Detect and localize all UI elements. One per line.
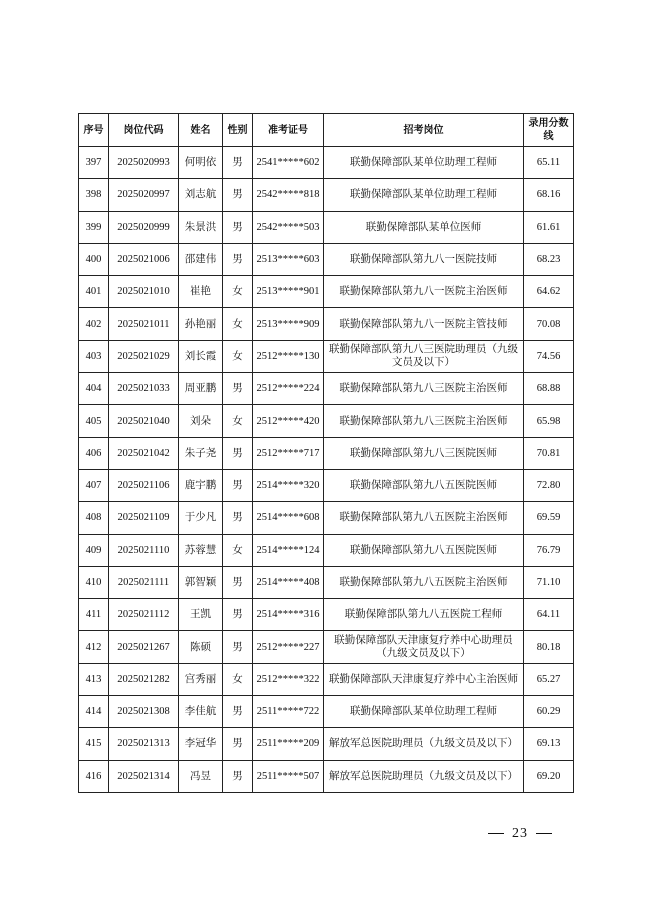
cell-position-code: 2025021011 <box>109 308 179 340</box>
cell-gender: 女 <box>223 663 253 695</box>
cell-seq: 415 <box>79 728 109 760</box>
cell-position-code: 2025021033 <box>109 373 179 405</box>
table-body <box>79 147 574 793</box>
cell-position-code: 2025021010 <box>109 276 179 308</box>
table-header-row <box>79 114 574 147</box>
cell-name: 周亚鹏 <box>179 373 223 405</box>
cell-position: 解放军总医院助理员（九级文员及以下） <box>324 728 524 760</box>
cell-ticket-number: 2512*****130 <box>253 340 324 372</box>
page-footer <box>480 826 560 842</box>
table-row <box>79 534 574 566</box>
cell-gender: 男 <box>223 437 253 469</box>
cell-name: 何明依 <box>179 147 223 179</box>
cell-score: 74.56 <box>524 340 574 372</box>
cell-score: 65.98 <box>524 405 574 437</box>
cell-score: 61.61 <box>524 211 574 243</box>
cell-position-code: 2025021111 <box>109 566 179 598</box>
cell-score: 60.29 <box>524 696 574 728</box>
cell-seq: 413 <box>79 663 109 695</box>
cell-score: 65.11 <box>524 147 574 179</box>
recruitment-table <box>78 113 574 793</box>
cell-ticket-number: 2514*****320 <box>253 469 324 501</box>
cell-position: 联勤保障部队某单位医师 <box>324 211 524 243</box>
cell-seq: 409 <box>79 534 109 566</box>
cell-ticket-number: 2513*****901 <box>253 276 324 308</box>
cell-name: 朱景洪 <box>179 211 223 243</box>
cell-score: 64.11 <box>524 599 574 631</box>
cell-name: 宫秀丽 <box>179 663 223 695</box>
cell-name: 孙艳丽 <box>179 308 223 340</box>
cell-position: 联勤保障部队某单位助理工程师 <box>324 696 524 728</box>
cell-gender: 女 <box>223 276 253 308</box>
cell-ticket-number: 2512*****224 <box>253 373 324 405</box>
table-row <box>79 696 574 728</box>
cell-position: 解放军总医院助理员（九级文员及以下） <box>324 760 524 792</box>
cell-score: 64.62 <box>524 276 574 308</box>
cell-position: 联勤保障部队天津康复疗养中心主治医师 <box>324 663 524 695</box>
cell-ticket-number: 2514*****608 <box>253 502 324 534</box>
cell-ticket-number: 2541*****602 <box>253 147 324 179</box>
header-seq: 序号 <box>79 114 109 147</box>
cell-seq: 403 <box>79 340 109 372</box>
cell-score: 71.10 <box>524 566 574 598</box>
cell-position-code: 2025021109 <box>109 502 179 534</box>
cell-name: 于少凡 <box>179 502 223 534</box>
cell-ticket-number: 2512*****717 <box>253 437 324 469</box>
cell-position-code: 2025021112 <box>109 599 179 631</box>
table-row <box>79 502 574 534</box>
cell-name: 郭智颖 <box>179 566 223 598</box>
cell-gender: 女 <box>223 308 253 340</box>
cell-ticket-number: 2542*****818 <box>253 179 324 211</box>
cell-name: 邵建伟 <box>179 243 223 275</box>
cell-seq: 404 <box>79 373 109 405</box>
cell-seq: 407 <box>79 469 109 501</box>
cell-name: 鹿宇鹏 <box>179 469 223 501</box>
cell-gender: 男 <box>223 373 253 405</box>
cell-gender: 男 <box>223 502 253 534</box>
cell-seq: 411 <box>79 599 109 631</box>
cell-ticket-number: 2514*****316 <box>253 599 324 631</box>
cell-name: 陈硕 <box>179 631 223 663</box>
cell-position-code: 2025021106 <box>109 469 179 501</box>
cell-position: 联勤保障部队第九八五医院医师 <box>324 534 524 566</box>
cell-ticket-number: 2511*****507 <box>253 760 324 792</box>
table-row <box>79 340 574 372</box>
cell-seq: 405 <box>79 405 109 437</box>
cell-position: 联勤保障部队第九八三医院主治医师 <box>324 373 524 405</box>
page-number: 23 <box>512 826 528 841</box>
cell-seq: 398 <box>79 179 109 211</box>
cell-seq: 402 <box>79 308 109 340</box>
cell-ticket-number: 2512*****420 <box>253 405 324 437</box>
table-row <box>79 599 574 631</box>
cell-gender: 男 <box>223 728 253 760</box>
cell-name: 李佳航 <box>179 696 223 728</box>
cell-ticket-number: 2511*****209 <box>253 728 324 760</box>
cell-name: 王凯 <box>179 599 223 631</box>
cell-position: 联勤保障部队天津康复疗养中心助理员（九级文员及以下） <box>324 631 524 663</box>
cell-gender: 女 <box>223 534 253 566</box>
cell-position-code: 2025020999 <box>109 211 179 243</box>
cell-gender: 女 <box>223 340 253 372</box>
cell-position: 联勤保障部队第九八五医院医师 <box>324 469 524 501</box>
cell-gender: 男 <box>223 469 253 501</box>
header-ticket: 准考证号 <box>253 114 324 147</box>
cell-position-code: 2025021314 <box>109 760 179 792</box>
table-row <box>79 373 574 405</box>
table-row <box>79 760 574 792</box>
cell-position: 联勤保障部队第九八一医院主管技师 <box>324 308 524 340</box>
cell-position-code: 2025021110 <box>109 534 179 566</box>
right-dash <box>536 833 552 834</box>
cell-position: 联勤保障部队第九八三医院主治医师 <box>324 405 524 437</box>
cell-ticket-number: 2512*****322 <box>253 663 324 695</box>
table-row <box>79 469 574 501</box>
cell-gender: 男 <box>223 566 253 598</box>
cell-ticket-number: 2542*****503 <box>253 211 324 243</box>
cell-position: 联勤保障部队第九八三医院助理员（九级文员及以下） <box>324 340 524 372</box>
cell-position-code: 2025021040 <box>109 405 179 437</box>
cell-ticket-number: 2514*****124 <box>253 534 324 566</box>
cell-score: 80.18 <box>524 631 574 663</box>
cell-seq: 416 <box>79 760 109 792</box>
header-position: 招考岗位 <box>324 114 524 147</box>
table-row <box>79 243 574 275</box>
cell-score: 69.59 <box>524 502 574 534</box>
cell-position-code: 2025021267 <box>109 631 179 663</box>
table-row <box>79 728 574 760</box>
cell-score: 70.81 <box>524 437 574 469</box>
cell-gender: 男 <box>223 243 253 275</box>
cell-gender: 男 <box>223 179 253 211</box>
cell-position-code: 2025021313 <box>109 728 179 760</box>
cell-seq: 399 <box>79 211 109 243</box>
cell-position-code: 2025021029 <box>109 340 179 372</box>
cell-ticket-number: 2513*****909 <box>253 308 324 340</box>
table-row <box>79 276 574 308</box>
cell-position-code: 2025021042 <box>109 437 179 469</box>
cell-score: 68.88 <box>524 373 574 405</box>
cell-score: 69.20 <box>524 760 574 792</box>
cell-gender: 女 <box>223 405 253 437</box>
table-row <box>79 566 574 598</box>
cell-position-code: 2025021006 <box>109 243 179 275</box>
table-row <box>79 663 574 695</box>
cell-name: 刘长霞 <box>179 340 223 372</box>
table-row <box>79 147 574 179</box>
cell-position: 联勤保障部队某单位助理工程师 <box>324 179 524 211</box>
cell-position: 联勤保障部队某单位助理工程师 <box>324 147 524 179</box>
header-score: 录用分数线 <box>524 114 574 147</box>
cell-name: 苏蓉慧 <box>179 534 223 566</box>
header-gender: 性别 <box>223 114 253 147</box>
cell-ticket-number: 2512*****227 <box>253 631 324 663</box>
table-row <box>79 437 574 469</box>
cell-position: 联勤保障部队第九八五医院主治医师 <box>324 566 524 598</box>
cell-seq: 410 <box>79 566 109 598</box>
cell-name: 刘朵 <box>179 405 223 437</box>
cell-seq: 400 <box>79 243 109 275</box>
table-row <box>79 631 574 663</box>
cell-position: 联勤保障部队第九八一医院主治医师 <box>324 276 524 308</box>
cell-gender: 男 <box>223 631 253 663</box>
cell-seq: 414 <box>79 696 109 728</box>
cell-name: 朱子尧 <box>179 437 223 469</box>
cell-position-code: 2025021308 <box>109 696 179 728</box>
table-row <box>79 179 574 211</box>
cell-score: 70.08 <box>524 308 574 340</box>
table-row <box>79 308 574 340</box>
cell-position: 联勤保障部队第九八五医院工程师 <box>324 599 524 631</box>
cell-seq: 406 <box>79 437 109 469</box>
cell-score: 76.79 <box>524 534 574 566</box>
cell-score: 72.80 <box>524 469 574 501</box>
header-code: 岗位代码 <box>109 114 179 147</box>
cell-name: 冯昱 <box>179 760 223 792</box>
cell-score: 68.16 <box>524 179 574 211</box>
cell-ticket-number: 2513*****603 <box>253 243 324 275</box>
cell-position: 联勤保障部队第九八一医院技师 <box>324 243 524 275</box>
cell-seq: 408 <box>79 502 109 534</box>
cell-gender: 男 <box>223 211 253 243</box>
cell-seq: 412 <box>79 631 109 663</box>
cell-position: 联勤保障部队第九八五医院主治医师 <box>324 502 524 534</box>
cell-position-code: 2025021282 <box>109 663 179 695</box>
cell-gender: 男 <box>223 599 253 631</box>
cell-ticket-number: 2514*****408 <box>253 566 324 598</box>
cell-gender: 男 <box>223 147 253 179</box>
cell-seq: 397 <box>79 147 109 179</box>
cell-position: 联勤保障部队第九八三医院医师 <box>324 437 524 469</box>
left-dash <box>488 833 504 834</box>
header-name: 姓名 <box>179 114 223 147</box>
cell-gender: 男 <box>223 696 253 728</box>
cell-score: 69.13 <box>524 728 574 760</box>
cell-ticket-number: 2511*****722 <box>253 696 324 728</box>
cell-position-code: 2025020993 <box>109 147 179 179</box>
cell-gender: 男 <box>223 760 253 792</box>
cell-score: 68.23 <box>524 243 574 275</box>
table-row <box>79 405 574 437</box>
cell-position-code: 2025020997 <box>109 179 179 211</box>
cell-score: 65.27 <box>524 663 574 695</box>
cell-name: 崔艳 <box>179 276 223 308</box>
cell-seq: 401 <box>79 276 109 308</box>
table-row <box>79 211 574 243</box>
cell-name: 李冠华 <box>179 728 223 760</box>
cell-name: 刘志航 <box>179 179 223 211</box>
